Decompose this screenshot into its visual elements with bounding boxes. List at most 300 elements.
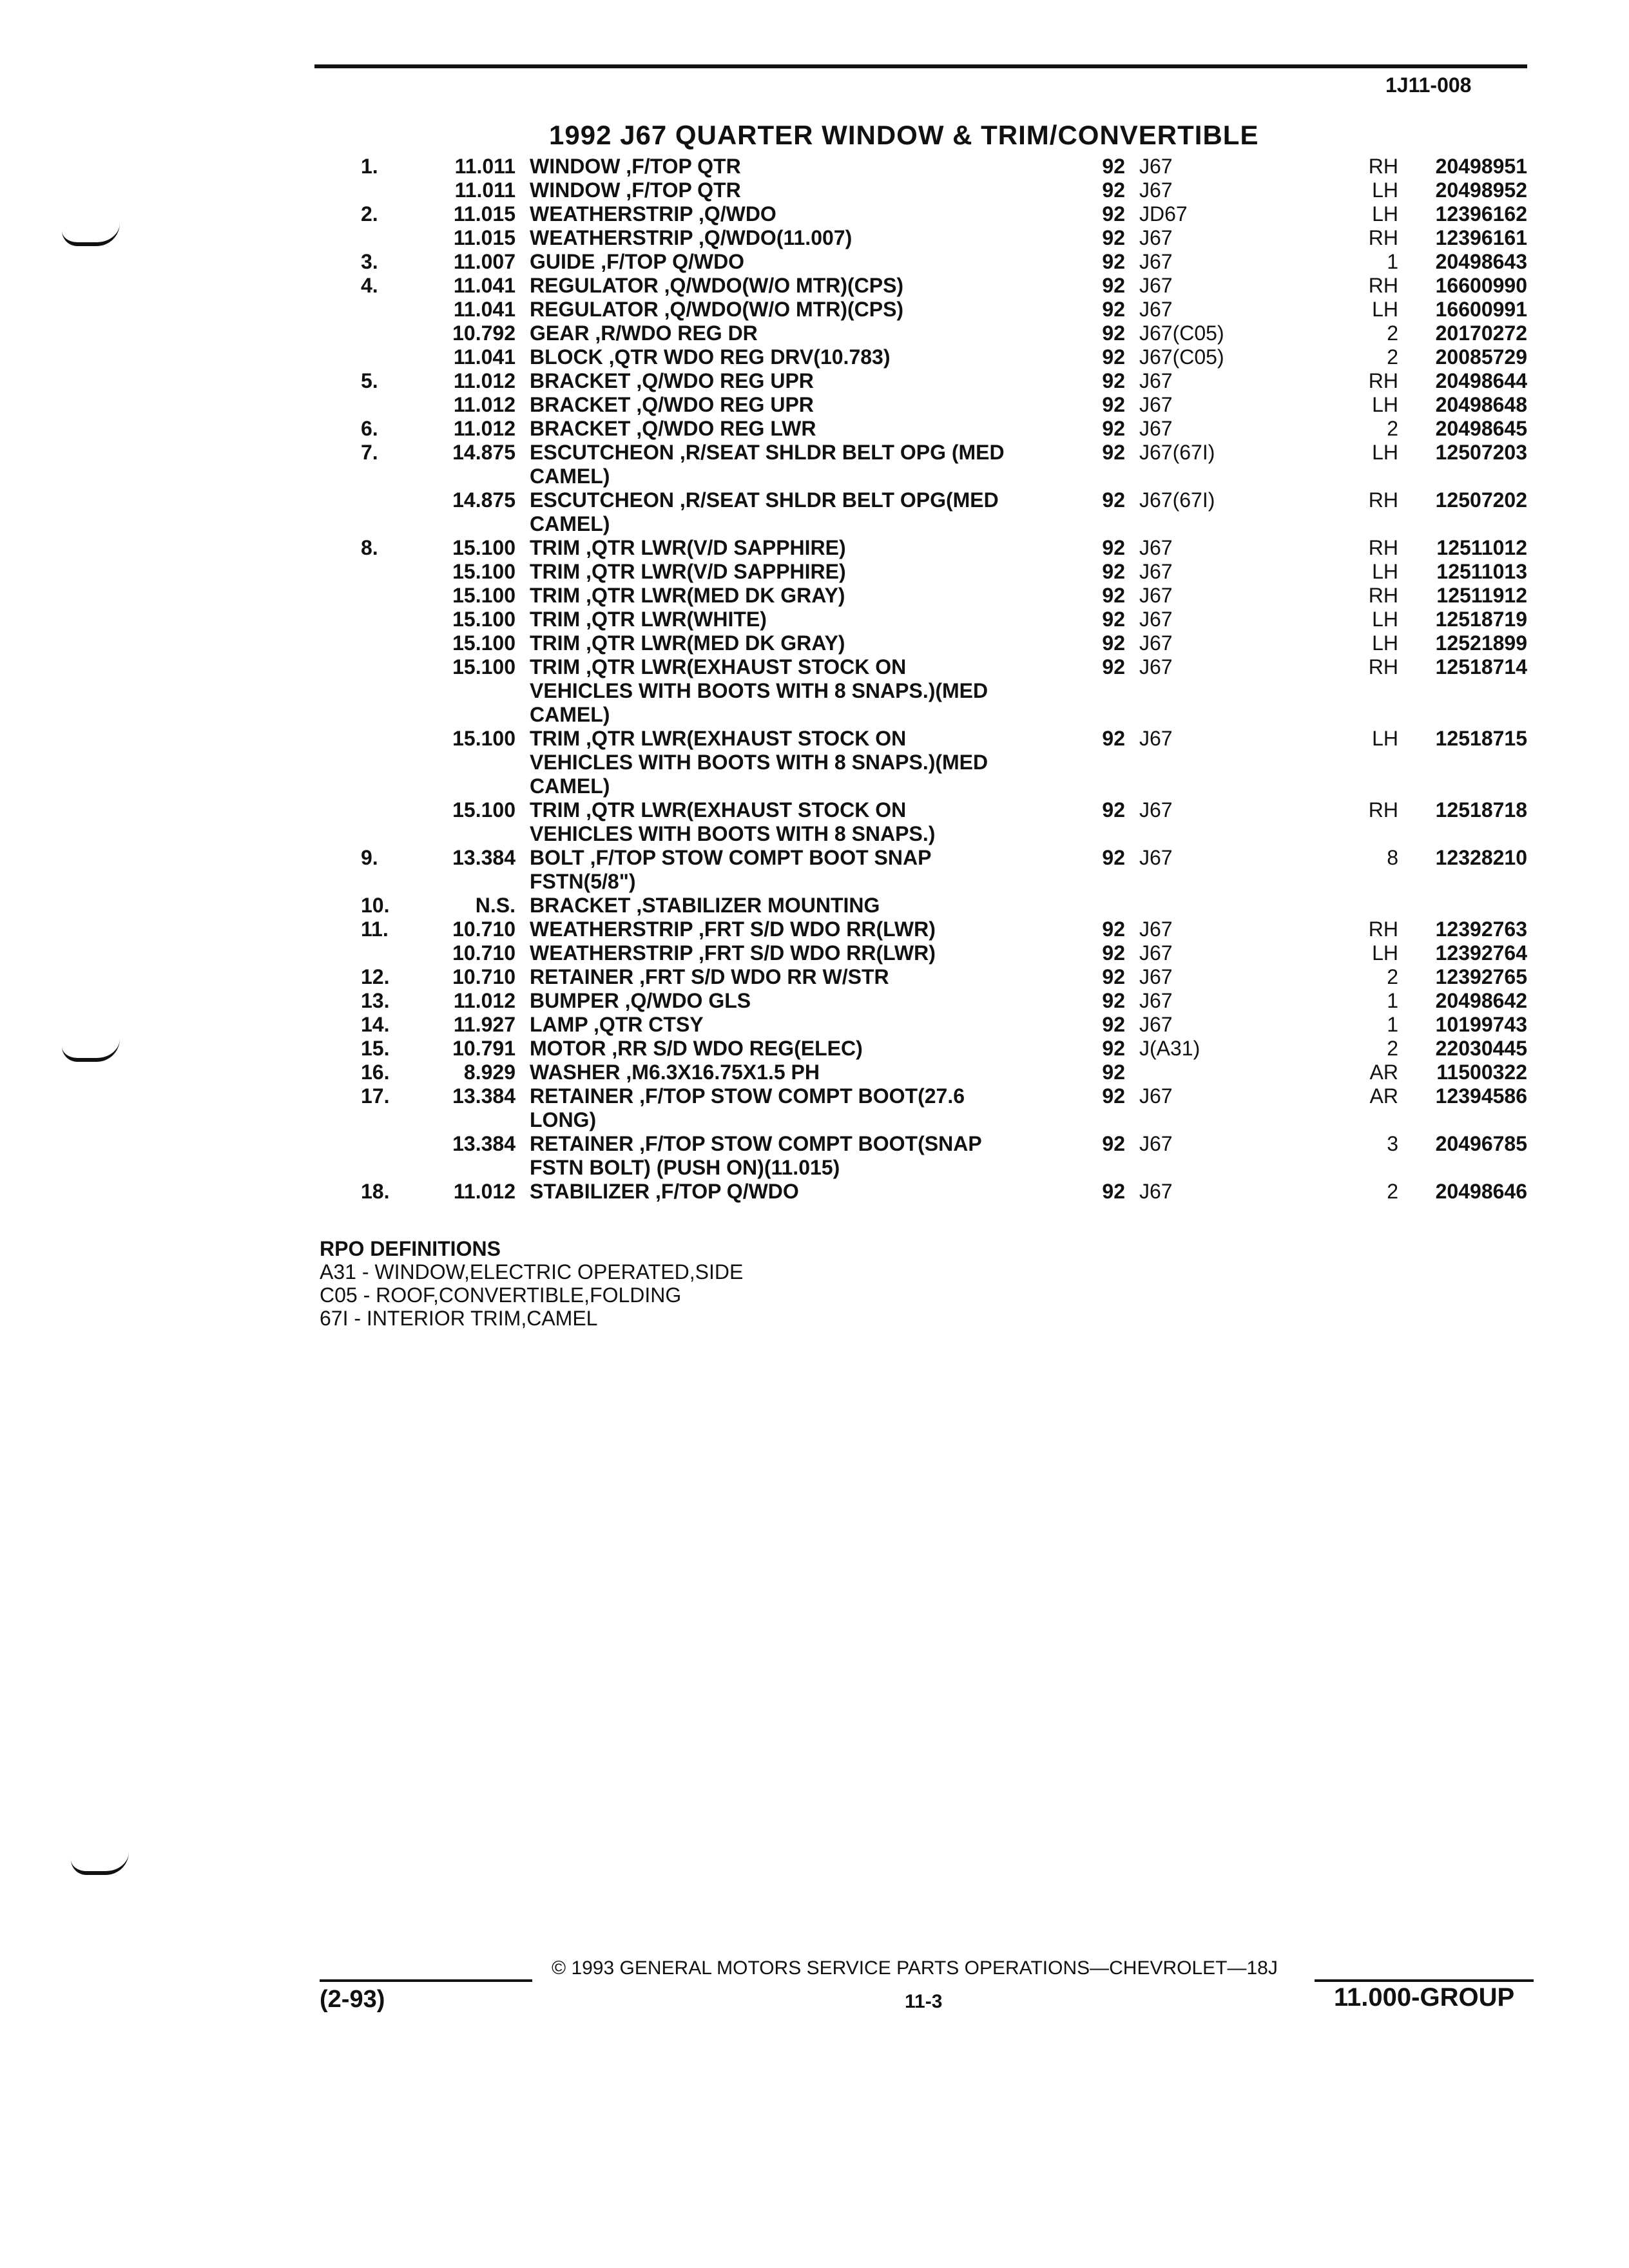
description-line: BUMPER ,Q/WDO GLS — [530, 989, 751, 1012]
description-line: TRIM ,QTR LWR(EXHAUST STOCK ON — [530, 727, 907, 750]
year: 92 — [1102, 178, 1125, 202]
group-number: 15.100 — [452, 536, 516, 559]
part-row — [0, 202, 1629, 226]
model: J67 — [1139, 560, 1173, 583]
group-number: 11.012 — [453, 369, 516, 392]
description-line: REGULATOR ,Q/WDO(W/O MTR)(CPS) — [530, 274, 904, 297]
quantity: 2 — [1387, 1180, 1398, 1203]
quantity: AR — [1369, 1061, 1398, 1084]
quantity: RH — [1368, 584, 1398, 607]
year: 92 — [1102, 322, 1125, 345]
model: J67 — [1139, 989, 1173, 1012]
model: J67 — [1139, 250, 1173, 273]
model: J67 — [1139, 1132, 1173, 1155]
group-number: 14.875 — [452, 441, 516, 464]
quantity: RH — [1368, 155, 1398, 178]
quantity: 2 — [1387, 965, 1398, 988]
quantity: RH — [1368, 226, 1398, 249]
description-line: FSTN(5/8") — [530, 870, 636, 893]
year: 92 — [1102, 1132, 1125, 1155]
group-number: 15.100 — [452, 655, 516, 678]
model: J67(67I) — [1139, 441, 1215, 464]
year: 92 — [1102, 584, 1125, 607]
part-number: 12511012 — [1436, 536, 1527, 559]
year: 92 — [1102, 918, 1125, 941]
year: 92 — [1102, 298, 1125, 321]
part-number: 12521899 — [1435, 631, 1527, 655]
description — [530, 536, 1045, 560]
ref-number: 6. — [361, 417, 378, 440]
ref-number: 4. — [361, 274, 378, 297]
model: J67 — [1139, 1180, 1173, 1203]
ref-number: 8. — [361, 536, 378, 559]
part-row — [0, 560, 1629, 584]
footer-page-number: 11-3 — [905, 1991, 943, 2012]
part-number: 11500322 — [1436, 1061, 1527, 1084]
quantity: 8 — [1387, 846, 1398, 869]
description-line: FSTN BOLT) (PUSH ON)(11.015) — [530, 1156, 840, 1179]
model: J67 — [1139, 298, 1173, 321]
year: 92 — [1102, 441, 1125, 464]
part-number: 20498951 — [1435, 155, 1527, 178]
model: J67(C05) — [1139, 322, 1224, 345]
description-line: CAMEL) — [530, 703, 610, 726]
part-row — [0, 798, 1629, 846]
description — [530, 1132, 1045, 1180]
model: J67 — [1139, 965, 1173, 988]
quantity: LH — [1372, 441, 1398, 464]
group-number: 11.012 — [453, 1180, 516, 1203]
ref-number: 13. — [361, 989, 390, 1012]
description-line: WEATHERSTRIP ,Q/WDO — [530, 202, 776, 226]
description — [530, 322, 1045, 345]
description-line: LAMP ,QTR CTSY — [530, 1013, 704, 1036]
ref-number: 1. — [361, 155, 378, 178]
ref-number: 2. — [361, 202, 378, 226]
description-line: TRIM ,QTR LWR(EXHAUST STOCK ON — [530, 798, 907, 822]
footer-group: 11.000-GROUP — [1334, 1983, 1515, 2012]
rpo-line: 67I - INTERIOR TRIM,CAMEL — [320, 1307, 598, 1330]
description — [530, 202, 1045, 226]
part-row — [0, 322, 1629, 345]
model: J67 — [1139, 655, 1173, 678]
year: 92 — [1102, 798, 1125, 822]
model: JD67 — [1139, 202, 1188, 226]
year: 92 — [1102, 1013, 1125, 1036]
group-number: 10.710 — [452, 965, 516, 988]
description-line: MOTOR ,RR S/D WDO REG(ELEC) — [530, 1037, 863, 1060]
year: 92 — [1102, 655, 1125, 678]
description-line: VEHICLES WITH BOOTS WITH 8 SNAPS.) — [530, 822, 936, 845]
year: 92 — [1102, 345, 1125, 369]
year: 92 — [1102, 846, 1125, 869]
description — [530, 798, 1045, 846]
quantity: LH — [1372, 298, 1398, 321]
description — [530, 584, 1045, 608]
description-line: BRACKET ,Q/WDO REG UPR — [530, 369, 814, 392]
ref-number: 14. — [361, 1013, 390, 1036]
part-number: 12396161 — [1435, 226, 1527, 249]
description-line: REGULATOR ,Q/WDO(W/O MTR)(CPS) — [530, 298, 904, 321]
year: 92 — [1102, 727, 1125, 750]
model: J(A31) — [1139, 1037, 1200, 1060]
description — [530, 846, 1045, 894]
group-number: N.S. — [475, 894, 516, 917]
model: J67 — [1139, 846, 1173, 869]
quantity: 2 — [1387, 345, 1398, 369]
ref-number: 12. — [361, 965, 390, 988]
group-number: 15.100 — [452, 727, 516, 750]
part-row — [0, 274, 1629, 298]
quantity: 2 — [1387, 417, 1398, 440]
part-row — [0, 393, 1629, 417]
quantity: LH — [1372, 941, 1398, 965]
part-number: 20498952 — [1435, 178, 1527, 202]
description-line: STABILIZER ,F/TOP Q/WDO — [530, 1180, 799, 1203]
description-line: GUIDE ,F/TOP Q/WDO — [530, 250, 745, 273]
quantity: RH — [1368, 536, 1398, 559]
description — [530, 226, 1045, 250]
part-number: 20085729 — [1435, 345, 1527, 369]
group-number: 11.041 — [453, 274, 516, 297]
rpo-heading: RPO DEFINITIONS — [320, 1237, 501, 1260]
part-number: 20498642 — [1435, 989, 1527, 1012]
model: J67 — [1139, 393, 1173, 416]
model: J67 — [1139, 178, 1173, 202]
model: J67 — [1139, 417, 1173, 440]
year: 92 — [1102, 608, 1125, 631]
quantity: RH — [1368, 655, 1398, 678]
group-number: 8.929 — [463, 1061, 516, 1084]
ref-number: 16. — [361, 1061, 390, 1084]
description-line: WEATHERSTRIP ,FRT S/D WDO RR(LWR) — [530, 918, 936, 941]
part-number: 12396162 — [1435, 202, 1527, 226]
footer-copyright: © 1993 GENERAL MOTORS SERVICE PARTS OPERATIONS—CHEVROLET—18J — [552, 1957, 1278, 1979]
description — [530, 965, 1045, 989]
year: 92 — [1102, 155, 1125, 178]
quantity: 2 — [1387, 322, 1398, 345]
ref-number: 3. — [361, 250, 378, 273]
ref-number: 10. — [361, 894, 390, 917]
rpo-line: A31 - WINDOW,ELECTRIC OPERATED,SIDE — [320, 1260, 744, 1283]
part-row — [0, 155, 1629, 178]
description — [530, 1061, 1045, 1084]
page-code: 1J11-008 — [1385, 73, 1472, 97]
year: 92 — [1102, 393, 1125, 416]
part-number: 20496785 — [1435, 1132, 1527, 1155]
description-line: ESCUTCHEON ,R/SEAT SHLDR BELT OPG(MED — [530, 488, 999, 512]
group-number: 15.100 — [452, 584, 516, 607]
group-number: 11.012 — [453, 417, 516, 440]
year: 92 — [1102, 250, 1125, 273]
description-line: BOLT ,F/TOP STOW COMPT BOOT SNAP — [530, 846, 932, 869]
model: J67(67I) — [1139, 488, 1215, 512]
description — [530, 918, 1045, 941]
description-line: TRIM ,QTR LWR(EXHAUST STOCK ON — [530, 655, 907, 678]
description-line: RETAINER ,F/TOP STOW COMPT BOOT(27.6 — [530, 1084, 965, 1108]
description-line: VEHICLES WITH BOOTS WITH 8 SNAPS.)(MED — [530, 679, 988, 702]
quantity: LH — [1372, 631, 1398, 655]
description — [530, 178, 1045, 202]
group-number: 11.041 — [453, 345, 516, 369]
description-line: CAMEL) — [530, 774, 610, 798]
group-number: 11.007 — [453, 250, 516, 273]
part-number: 12511013 — [1436, 560, 1527, 583]
model: J67 — [1139, 274, 1173, 297]
group-number: 11.011 — [454, 155, 516, 178]
part-row — [0, 608, 1629, 631]
description — [530, 393, 1045, 417]
model: J67 — [1139, 1013, 1173, 1036]
model: J67 — [1139, 369, 1173, 392]
model: J67 — [1139, 941, 1173, 965]
quantity: LH — [1372, 178, 1398, 202]
binder-hole-mark — [71, 1852, 129, 1875]
model: J67 — [1139, 631, 1173, 655]
part-row — [0, 1132, 1629, 1180]
description — [530, 1037, 1045, 1061]
quantity: 1 — [1387, 250, 1398, 273]
group-number: 11.015 — [453, 202, 516, 226]
description-line: LONG) — [530, 1108, 597, 1131]
part-number: 12507202 — [1435, 488, 1527, 512]
part-row — [0, 1084, 1629, 1132]
part-number: 12392765 — [1435, 965, 1527, 988]
quantity: RH — [1368, 274, 1398, 297]
description-line: WEATHERSTRIP ,FRT S/D WDO RR(LWR) — [530, 941, 936, 965]
part-number: 20498643 — [1435, 250, 1527, 273]
group-number: 11.015 — [453, 226, 516, 249]
group-number: 11.012 — [453, 393, 516, 416]
year: 92 — [1102, 560, 1125, 583]
description — [530, 1013, 1045, 1037]
year: 92 — [1102, 989, 1125, 1012]
year: 92 — [1102, 202, 1125, 226]
quantity: 3 — [1387, 1132, 1398, 1155]
part-number: 12518718 — [1435, 798, 1527, 822]
year: 92 — [1102, 1180, 1125, 1203]
part-row — [0, 727, 1629, 798]
part-row — [0, 1180, 1629, 1204]
description — [530, 655, 1045, 727]
ref-number: 17. — [361, 1084, 390, 1108]
year: 92 — [1102, 488, 1125, 512]
year: 92 — [1102, 536, 1125, 559]
group-number: 10.710 — [452, 941, 516, 965]
quantity: RH — [1368, 488, 1398, 512]
quantity: LH — [1372, 560, 1398, 583]
part-row — [0, 369, 1629, 393]
part-number: 12518715 — [1435, 727, 1527, 750]
part-row — [0, 488, 1629, 536]
group-number: 10.791 — [452, 1037, 516, 1060]
part-number: 16600990 — [1435, 274, 1527, 297]
description-line: CAMEL) — [530, 465, 610, 488]
group-number: 13.384 — [452, 846, 516, 869]
description — [530, 488, 1045, 536]
description — [530, 631, 1045, 655]
description-line: WEATHERSTRIP ,Q/WDO(11.007) — [530, 226, 853, 249]
group-number: 11.012 — [453, 989, 516, 1012]
rpo-definitions — [320, 1237, 743, 1330]
description-line: CAMEL) — [530, 512, 610, 535]
model: J67 — [1139, 155, 1173, 178]
ref-number: 15. — [361, 1037, 390, 1060]
group-number: 10.710 — [452, 918, 516, 941]
part-number: 12518714 — [1435, 655, 1527, 678]
description — [530, 941, 1045, 965]
description-line: TRIM ,QTR LWR(WHITE) — [530, 608, 767, 631]
description — [530, 345, 1045, 369]
year: 92 — [1102, 369, 1125, 392]
description-line: TRIM ,QTR LWR(MED DK GRAY) — [530, 584, 845, 607]
quantity: 1 — [1387, 989, 1398, 1012]
quantity: LH — [1372, 727, 1398, 750]
part-row — [0, 250, 1629, 274]
quantity: AR — [1369, 1084, 1398, 1108]
description — [530, 1180, 1045, 1204]
part-number: 12507203 — [1435, 441, 1527, 464]
description — [530, 250, 1045, 274]
description-line: BRACKET ,STABILIZER MOUNTING — [530, 894, 880, 917]
part-row — [0, 1013, 1629, 1037]
description-line: TRIM ,QTR LWR(V/D SAPPHIRE) — [530, 536, 846, 559]
part-row — [0, 846, 1629, 894]
description-line: BRACKET ,Q/WDO REG UPR — [530, 393, 814, 416]
quantity: RH — [1368, 369, 1398, 392]
model: J67 — [1139, 584, 1173, 607]
part-number: 20498648 — [1435, 393, 1527, 416]
ref-number: 7. — [361, 441, 378, 464]
quantity: LH — [1372, 393, 1398, 416]
ref-number: 9. — [361, 846, 378, 869]
quantity: RH — [1368, 918, 1398, 941]
description — [530, 727, 1045, 798]
part-number: 12392764 — [1435, 941, 1527, 965]
description — [530, 369, 1045, 393]
group-number: 14.875 — [452, 488, 516, 512]
description — [530, 274, 1045, 298]
description-line: BRACKET ,Q/WDO REG LWR — [530, 417, 816, 440]
quantity: LH — [1372, 608, 1398, 631]
description-line: RETAINER ,FRT S/D WDO RR W/STR — [530, 965, 889, 988]
part-number: 10199743 — [1435, 1013, 1527, 1036]
year: 92 — [1102, 226, 1125, 249]
year: 92 — [1102, 1061, 1125, 1084]
year: 92 — [1102, 417, 1125, 440]
description — [530, 989, 1045, 1013]
ref-number: 5. — [361, 369, 378, 392]
description — [530, 298, 1045, 322]
year: 92 — [1102, 941, 1125, 965]
part-row — [0, 345, 1629, 369]
group-number: 15.100 — [452, 560, 516, 583]
part-number: 20498645 — [1435, 417, 1527, 440]
part-row — [0, 894, 1629, 918]
part-row — [0, 298, 1629, 322]
part-number: 12511912 — [1436, 584, 1527, 607]
part-number: 20498646 — [1435, 1180, 1527, 1203]
ref-number: 11. — [361, 918, 389, 941]
part-number: 12394586 — [1435, 1084, 1527, 1108]
group-number: 15.100 — [452, 608, 516, 631]
part-number: 20170272 — [1435, 322, 1527, 345]
description-line: WINDOW ,F/TOP QTR — [530, 178, 741, 202]
year: 92 — [1102, 1037, 1125, 1060]
description-line: BLOCK ,QTR WDO REG DRV(10.783) — [530, 345, 891, 369]
part-row — [0, 965, 1629, 989]
part-row — [0, 631, 1629, 655]
model: J67(C05) — [1139, 345, 1224, 369]
part-row — [0, 584, 1629, 608]
description-line: WINDOW ,F/TOP QTR — [530, 155, 741, 178]
description-line: ESCUTCHEON ,R/SEAT SHLDR BELT OPG (MED — [530, 441, 1005, 464]
group-number: 13.384 — [452, 1132, 516, 1155]
description — [530, 608, 1045, 631]
quantity: RH — [1368, 798, 1398, 822]
rpo-line: C05 - ROOF,CONVERTIBLE,FOLDING — [320, 1283, 682, 1307]
part-row — [0, 1037, 1629, 1061]
description-line: WASHER ,M6.3X16.75X1.5 PH — [530, 1061, 820, 1084]
year: 92 — [1102, 1084, 1125, 1108]
part-row — [0, 989, 1629, 1013]
group-number: 15.100 — [452, 631, 516, 655]
part-row — [0, 918, 1629, 941]
description-line: GEAR ,R/WDO REG DR — [530, 322, 758, 345]
description — [530, 155, 1045, 178]
part-row — [0, 441, 1629, 488]
description-line: RETAINER ,F/TOP STOW COMPT BOOT(SNAP — [530, 1132, 982, 1155]
part-row — [0, 941, 1629, 965]
group-number: 11.011 — [454, 178, 516, 202]
part-number: 22030445 — [1435, 1037, 1527, 1060]
footer-date: (2-93) — [320, 1986, 385, 2013]
description — [530, 417, 1045, 441]
description — [530, 894, 1045, 918]
group-number: 15.100 — [452, 798, 516, 822]
model: J67 — [1139, 608, 1173, 631]
part-number: 12518719 — [1435, 608, 1527, 631]
group-number: 11.927 — [453, 1013, 516, 1036]
part-row — [0, 417, 1629, 441]
part-row — [0, 226, 1629, 250]
year: 92 — [1102, 274, 1125, 297]
description-line: VEHICLES WITH BOOTS WITH 8 SNAPS.)(MED — [530, 751, 988, 774]
part-row — [0, 1061, 1629, 1084]
description — [530, 560, 1045, 584]
footer-rule-left — [320, 1979, 532, 1982]
description — [530, 1084, 1045, 1132]
header-rule — [314, 64, 1527, 68]
page-title: 1992 J67 QUARTER WINDOW & TRIM/CONVERTIBLE — [549, 120, 1259, 150]
quantity: 2 — [1387, 1037, 1398, 1060]
group-number: 11.041 — [453, 298, 516, 321]
part-number: 16600991 — [1435, 298, 1527, 321]
description-line: TRIM ,QTR LWR(MED DK GRAY) — [530, 631, 845, 655]
part-number: 12392763 — [1435, 918, 1527, 941]
group-number: 10.792 — [452, 322, 516, 345]
part-number: 20498644 — [1435, 369, 1527, 392]
ref-number: 18. — [361, 1180, 390, 1203]
description-line: TRIM ,QTR LWR(V/D SAPPHIRE) — [530, 560, 846, 583]
quantity: 1 — [1387, 1013, 1398, 1036]
part-number: 12328210 — [1435, 846, 1527, 869]
footer-rule-right — [1315, 1979, 1534, 1982]
model: J67 — [1139, 1084, 1173, 1108]
group-number: 13.384 — [452, 1084, 516, 1108]
part-row — [0, 178, 1629, 202]
year: 92 — [1102, 965, 1125, 988]
